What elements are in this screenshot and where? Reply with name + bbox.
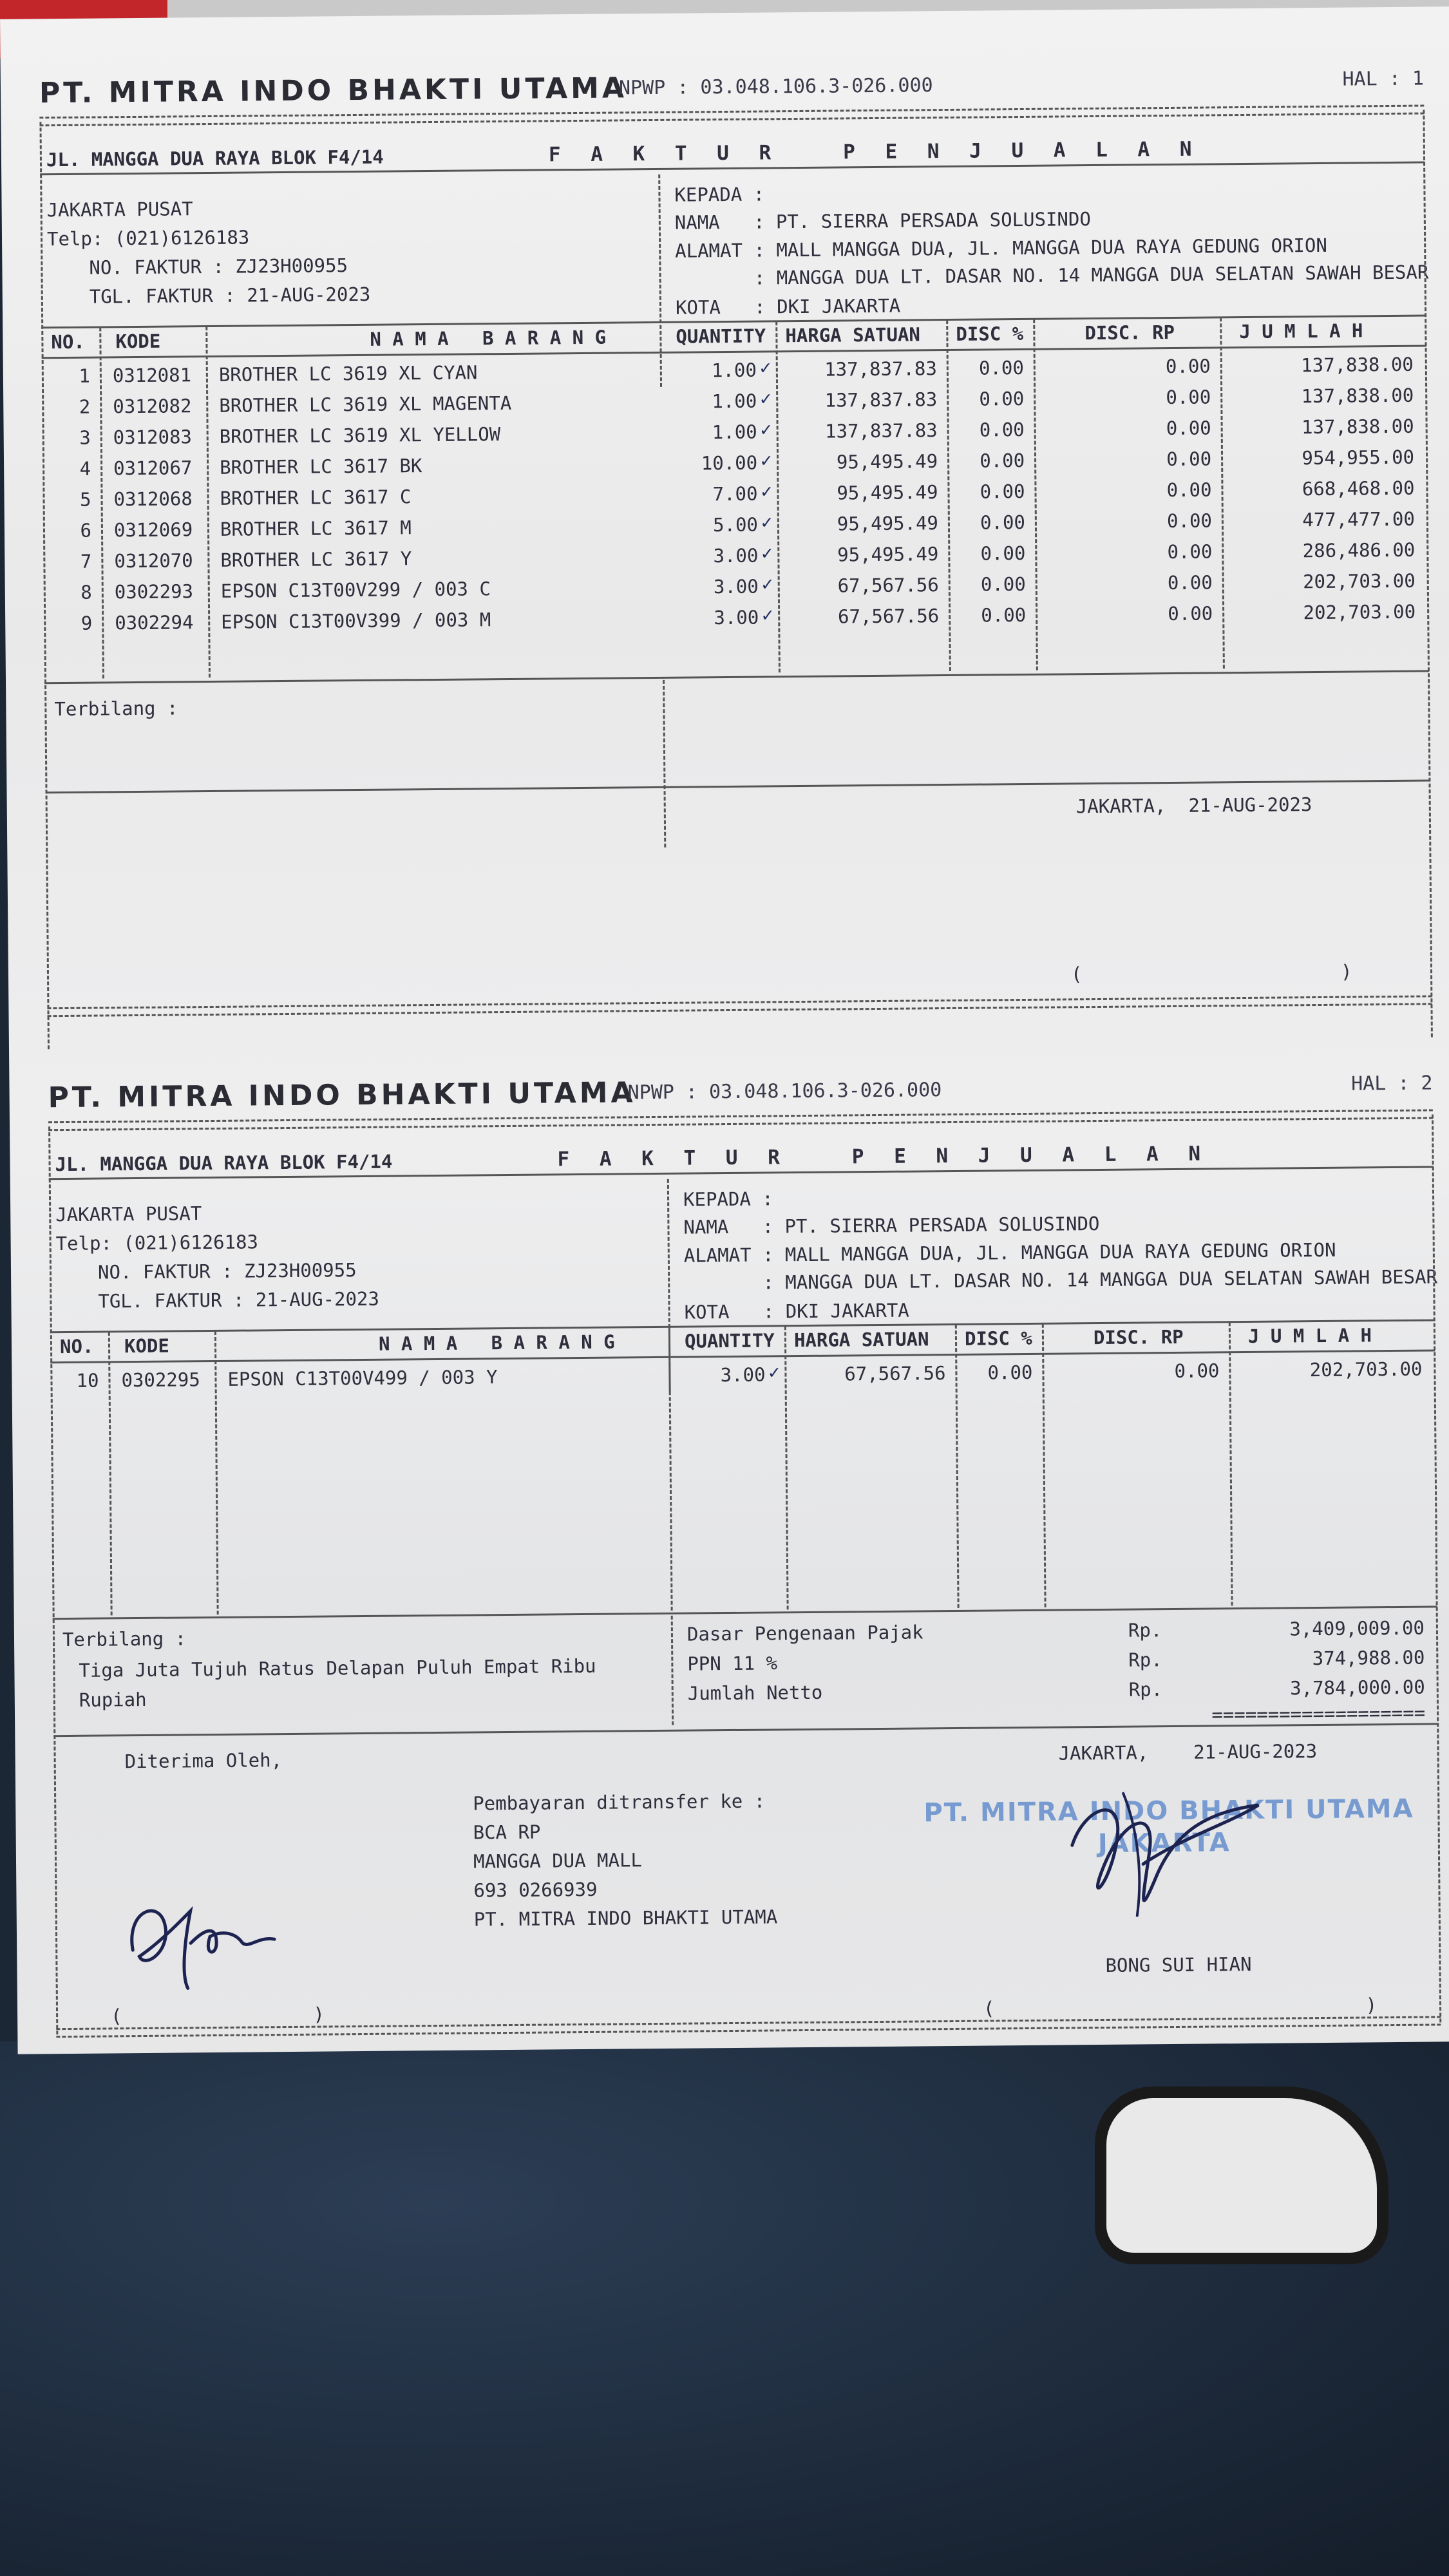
invoice-date: TGL. FAKTUR : 21-AUG-2023 — [89, 283, 371, 308]
col-divider — [108, 1332, 113, 1615]
cell-disc-rp: 0.00 — [1166, 478, 1212, 502]
cell-jumlah: 137,838.00 — [1301, 415, 1414, 439]
cell-disc-pct: 0.00 — [980, 449, 1025, 472]
col-qty: QUANTITY — [684, 1329, 775, 1352]
footer-rule — [53, 1723, 1438, 1737]
seller-address-2: JAKARTA PUSAT — [55, 1202, 202, 1226]
invoice-page-2 — [48, 1069, 1441, 2034]
place-date: JAKARTA, 21-AUG-2023 — [1075, 793, 1312, 818]
buyer-kepada: KEPADA : — [674, 183, 765, 206]
cell-kode: 0302294 — [115, 611, 194, 634]
terbilang-line-2: Rupiah — [79, 1688, 147, 1711]
check-mark-icon: ✓ — [761, 511, 773, 533]
cell-qty: 1.00 — [712, 390, 757, 413]
cell-jumlah: 477,477.00 — [1302, 507, 1416, 531]
cell-disc-pct: 0.00 — [980, 511, 1026, 534]
cell-jumlah: 286,486.00 — [1302, 538, 1416, 562]
cell-disc-rp: 0.00 — [1167, 571, 1213, 594]
company-name: PT. MITRA INDO BHAKTI UTAMA — [48, 1076, 636, 1115]
left-border — [48, 1126, 58, 2034]
footer-divider — [663, 680, 666, 848]
col-divider — [1229, 1322, 1233, 1605]
receiver-signature-line: ( ) — [110, 2003, 325, 2027]
col-harga: HARGA SATUAN — [785, 323, 921, 347]
col-no: NO. — [51, 330, 85, 354]
bank-name: BCA RP — [473, 1821, 541, 1844]
company-name: PT. MITRA INDO BHAKTI UTAMA — [39, 71, 628, 110]
cell-harga: 137,837.83 — [824, 419, 938, 442]
cell-kode: 0312081 — [112, 364, 192, 387]
dpp-currency: Rp. — [1128, 1619, 1162, 1642]
top-double-rule — [39, 105, 1424, 127]
cell-qty: 3.00 — [713, 575, 759, 598]
cell-jumlah: 137,838.00 — [1301, 353, 1414, 377]
check-mark-icon: ✓ — [761, 480, 773, 502]
cell-kode: 0302293 — [114, 580, 194, 603]
cell-disc-rp: 0.00 — [1168, 602, 1213, 625]
totals-divider — [671, 1616, 674, 1725]
col-divider — [668, 1327, 673, 1611]
col-disc-rp: DISC. RP — [1084, 321, 1175, 345]
receiver-signature — [119, 1884, 287, 1995]
col-jumlah: J U M L A H — [1247, 1324, 1372, 1347]
place-date: JAKARTA, 21-AUG-2023 — [1058, 1740, 1318, 1765]
cell-kode: 0312083 — [113, 426, 193, 449]
cell-jumlah: 954,955.00 — [1302, 446, 1415, 469]
cell-harga: 67,567.56 — [837, 605, 940, 628]
cell-harga: 95,495.49 — [836, 450, 938, 473]
col-kode: KODE — [115, 330, 161, 353]
seller-signature — [1046, 1766, 1305, 1935]
cell-harga: 95,495.49 — [837, 512, 939, 535]
transfer-label: Pembayaran ditransfer ke : — [473, 1790, 766, 1815]
cell-kode: 0312070 — [114, 549, 193, 573]
buyer-name: NAMA : PT. SIERRA PERSADA SOLUSINDO — [674, 208, 1091, 234]
cell-jumlah: 137,838.00 — [1301, 384, 1414, 408]
col-divider — [784, 1326, 789, 1609]
cell-disc-rp: 0.00 — [1167, 540, 1213, 564]
cell-harga: 67,567.56 — [837, 574, 939, 597]
col-disc-rp: DISC. RP — [1093, 1325, 1184, 1349]
cell-disc-rp: 0.00 — [1166, 509, 1213, 533]
check-mark-icon: ✓ — [768, 1361, 781, 1383]
netto-value: 3,784,000.00 — [1290, 1676, 1425, 1700]
cell-no: 6 — [80, 519, 92, 542]
cell-jumlah: 202,703.00 — [1303, 600, 1416, 624]
col-kode: KODE — [124, 1334, 170, 1358]
cell-kode: 0312068 — [113, 488, 193, 511]
seller-phone: Telp: (021)6126183 — [55, 1231, 259, 1255]
terbilang-label: Terbilang : — [62, 1627, 187, 1651]
document-title: F A K T U R P E N J U A L A N — [548, 137, 1201, 167]
cell-disc-rp: 0.00 — [1166, 448, 1212, 471]
cell-no: 7 — [80, 550, 92, 573]
buyer-name: NAMA : PT. SIERRA PERSADA SOLUSINDO — [683, 1212, 1100, 1238]
right-border — [1432, 1114, 1441, 2022]
cell-disc-pct: 0.00 — [980, 542, 1026, 565]
cell-no: 5 — [79, 488, 91, 511]
cell-disc-pct: 0.00 — [980, 480, 1025, 503]
cell-kode: 0302295 — [121, 1368, 200, 1392]
cell-kode: 0312069 — [113, 518, 193, 542]
bank-branch: MANGGA DUA MALL — [473, 1849, 643, 1873]
page-number: HAL : 1 — [1342, 67, 1425, 91]
header-divider — [658, 175, 662, 387]
col-nama: N A M A B A R A N G — [370, 326, 607, 350]
check-mark-icon: ✓ — [761, 573, 773, 595]
col-jumlah: J U M L A H — [1239, 319, 1363, 343]
cell-no: 9 — [80, 612, 93, 634]
col-no: NO. — [59, 1335, 94, 1358]
cell-nama: BROTHER LC 3617 C — [220, 486, 412, 509]
cell-disc-pct: 0.00 — [978, 356, 1024, 379]
dpp-value: 3,409,009.00 — [1289, 1616, 1425, 1640]
cell-nama: EPSON C13T00V299 / 003 C — [220, 578, 491, 602]
cell-qty: 1.00 — [712, 421, 757, 444]
invoice-number: NO. FAKTUR : ZJ23H00955 — [89, 254, 348, 279]
company-stamp-line-2: JAKARTA — [1097, 1828, 1231, 1859]
cell-nama: BROTHER LC 3619 XL MAGENTA — [219, 392, 512, 417]
terbilang-line-1: Tiga Juta Tujuh Ratus Delapan Puluh Empat Ribu — [79, 1654, 596, 1681]
cell-disc-pct: 0.00 — [981, 603, 1027, 627]
col-disc-pct: DISC % — [964, 1327, 1032, 1350]
cell-harga: 137,837.83 — [824, 388, 938, 412]
col-divider — [214, 1331, 219, 1615]
sneaker — [1095, 2087, 1388, 2264]
check-mark-icon: ✓ — [759, 356, 772, 379]
npwp: NPWP : 03.048.106.3-026.000 — [618, 74, 933, 100]
seller-address-2: JAKARTA PUSAT — [46, 198, 193, 222]
cell-harga: 95,495.49 — [837, 543, 939, 566]
cell-nama: BROTHER LC 3617 BK — [219, 455, 422, 478]
table-bottom-rule — [53, 1605, 1437, 1620]
cell-qty: 3.00 — [713, 544, 759, 567]
ppn-value: 374,988.00 — [1312, 1646, 1425, 1670]
col-divider — [1033, 319, 1038, 670]
cell-no: 8 — [80, 581, 92, 603]
check-mark-icon: ✓ — [761, 542, 773, 564]
check-mark-icon: ✓ — [760, 418, 772, 440]
ppn-label: PPN 11 % — [687, 1652, 778, 1675]
cell-disc-pct: 0.00 — [979, 387, 1025, 410]
invoice-page-1 — [39, 65, 1432, 1018]
cell-jumlah: 202,703.00 — [1302, 569, 1416, 593]
cell-kode: 0312067 — [113, 457, 193, 480]
col-divider — [205, 327, 211, 677]
col-disc-pct: DISC % — [956, 322, 1024, 345]
table-bottom-rule — [44, 670, 1429, 684]
cell-qty: 3.00 — [720, 1363, 766, 1387]
col-harga: HARGA SATUAN — [793, 1328, 929, 1352]
check-mark-icon: ✓ — [762, 603, 773, 626]
col-divider — [99, 327, 104, 678]
npwp: NPWP : 03.048.106.3-026.000 — [627, 1079, 942, 1104]
col-divider — [1220, 317, 1225, 668]
cell-kode: 0312082 — [113, 395, 192, 418]
cell-nama: EPSON C13T00V499 / 003 Y — [227, 1366, 498, 1390]
cell-no: 10 — [76, 1369, 99, 1392]
terbilang-label: Terbilang : — [54, 697, 178, 721]
check-mark-icon: ✓ — [760, 449, 772, 471]
col-divider — [1042, 1324, 1046, 1607]
invoice-date: TGL. FAKTUR : 21-AUG-2023 — [98, 1287, 380, 1312]
cell-disc-pct: 0.00 — [979, 418, 1025, 441]
cell-jumlah: 668,468.00 — [1302, 477, 1415, 500]
seller-phone: Telp: (021)6126183 — [46, 226, 250, 251]
cell-disc-rp: 0.00 — [1166, 417, 1211, 440]
account-number: 693 0266939 — [473, 1878, 598, 1902]
right-border — [1423, 110, 1433, 1037]
col-divider — [955, 1325, 960, 1608]
account-name: PT. MITRA INDO BHAKTI UTAMA — [473, 1906, 778, 1931]
invoice-paper — [0, 6, 1449, 2054]
cell-nama: EPSON C13T00V399 / 003 M — [221, 609, 491, 633]
cell-no: 3 — [79, 426, 91, 449]
cell-nama: BROTHER LC 3619 XL CYAN — [218, 361, 478, 386]
seller-address-1: JL. MANGGA DUA RAYA BLOK F4/14 — [46, 146, 384, 171]
cell-disc-rp: 0.00 — [1174, 1359, 1220, 1382]
page-number: HAL : 2 — [1350, 1072, 1433, 1095]
cell-qty: 7.00 — [712, 482, 758, 506]
cell-qty: 10.00 — [701, 451, 758, 475]
cell-nama: BROTHER LC 3619 XL YELLOW — [219, 423, 501, 448]
cell-harga: 67,567.56 — [844, 1362, 946, 1385]
company-stamp-line-1: PT. MITRA INDO BHAKTI UTAMA — [923, 1794, 1414, 1828]
netto-double-rule: =================== — [1211, 1701, 1426, 1726]
cell-no: 1 — [79, 365, 91, 387]
cell-no: 4 — [79, 457, 91, 480]
bottom-double-rule — [47, 995, 1432, 1017]
cell-harga: 95,495.49 — [837, 481, 938, 504]
cell-disc-rp: 0.00 — [1166, 386, 1211, 409]
buyer-kepada: KEPADA : — [683, 1188, 773, 1211]
col-divider — [946, 320, 951, 671]
buyer-city: KOTA : DKI JAKARTA — [675, 294, 901, 319]
dpp-label: Dasar Pengenaan Pajak — [687, 1621, 923, 1645]
cell-disc-pct: 0.00 — [980, 573, 1026, 596]
ppn-currency: Rp. — [1128, 1649, 1162, 1671]
buyer-address-2: : MANGGA DUA LT. DASAR NO. 14 MANGGA DUA SELATAN SAWAH BESAR — [675, 261, 1429, 290]
cell-jumlah: 202,703.00 — [1309, 1358, 1423, 1381]
col-nama: N A M A B A R A N G — [378, 1331, 615, 1355]
footer-rule — [46, 779, 1430, 793]
cell-nama: BROTHER LC 3617 Y — [220, 547, 412, 571]
netto-currency: Rp. — [1128, 1678, 1163, 1701]
cell-harga: 137,837.83 — [824, 357, 937, 381]
top-double-rule — [48, 1109, 1433, 1131]
document-title: F A K T U R P E N J U A L A N — [557, 1142, 1210, 1171]
col-qty: QUANTITY — [676, 325, 766, 348]
cell-disc-rp: 0.00 — [1165, 355, 1211, 378]
cell-nama: BROTHER LC 3617 M — [220, 516, 412, 540]
seller-address-1: JL. MANGGA DUA RAYA BLOK F4/14 — [55, 1150, 393, 1176]
buyer-address-2: : MANGGA DUA LT. DASAR NO. 14 MANGGA DUA SELATAN SAWAH BESAR — [684, 1265, 1438, 1294]
buyer-address-1: ALAMAT : MALL MANGGA DUA, JL. MANGGA DUA RAYA GEDUNG ORION — [675, 234, 1327, 262]
buyer-city: KOTA : DKI JAKARTA — [684, 1299, 909, 1323]
invoice-number: NO. FAKTUR : ZJ23H00955 — [97, 1259, 357, 1283]
signature-line: ( ) — [1070, 960, 1352, 985]
col-divider — [775, 321, 781, 672]
signer-name: BONG SUI HIAN — [1105, 1953, 1252, 1976]
cell-disc-pct: 0.00 — [987, 1361, 1033, 1384]
cell-no: 2 — [79, 395, 91, 418]
cell-qty: 3.00 — [714, 606, 759, 629]
buyer-address-1: ALAMAT : MALL MANGGA DUA, JL. MANGGA DUA RAYA GEDUNG ORION — [683, 1238, 1336, 1267]
cell-qty: 5.00 — [712, 513, 759, 536]
seller-signature-line: ( ) — [983, 1994, 1378, 2020]
check-mark-icon: ✓ — [760, 387, 772, 410]
netto-label: Jumlah Netto — [687, 1681, 823, 1705]
received-by: Diterima Oleh, — [124, 1749, 283, 1773]
cell-qty: 1.00 — [711, 359, 757, 382]
